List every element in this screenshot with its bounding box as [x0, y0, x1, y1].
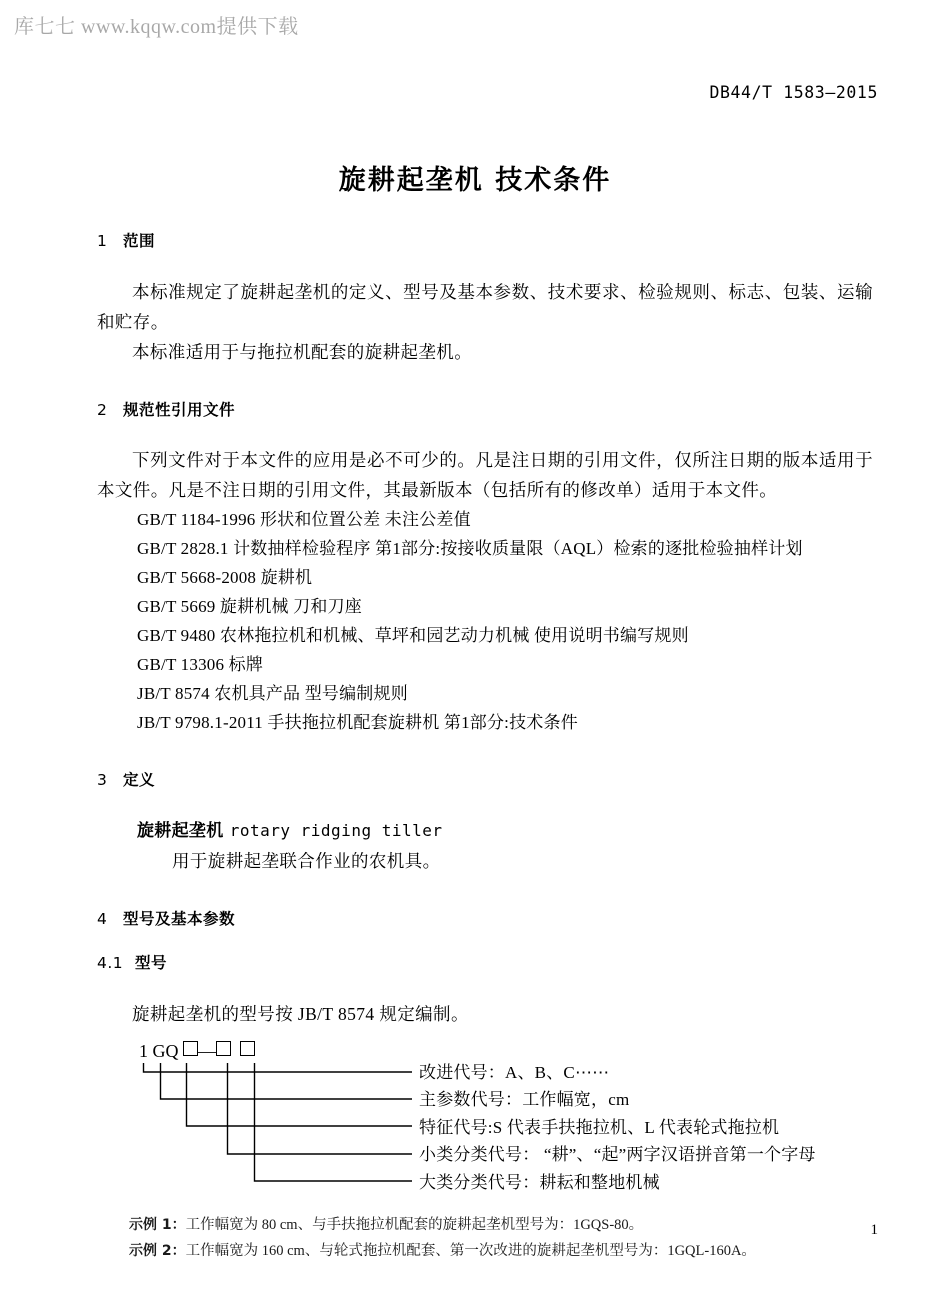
legend-mainclass-code: 大类分类代号：耕耘和整地机械	[419, 1172, 660, 1192]
watermark-text: 库七七 www.kqqw.com提供下载	[14, 16, 299, 38]
page-title: 旋耕起垄机 技术条件	[338, 165, 612, 196]
list-item: GB/T 1184-1996 形状和位置公差 未注公差值	[137, 510, 471, 530]
section-number: 4	[97, 909, 108, 928]
section-title: 定义	[123, 771, 156, 790]
section-title: 型号	[135, 954, 168, 973]
list-item: GB/T 5668-2008 旋耕机	[137, 568, 313, 588]
example-label: 示例 1：	[129, 1216, 186, 1233]
section-heading-model	[97, 910, 873, 929]
section-title: 型号及基本参数	[123, 909, 236, 928]
legend-subclass-code: 小类分类代号： “耕”、“起”两字汉语拼音第一个字母	[419, 1145, 816, 1165]
list-item: JB/T 9798.1-2011 手扶拖拉机配套旋耕机 第1部分:技术条件	[137, 713, 578, 733]
definition-text: 用于旋耕起垄联合作业的农机具。	[172, 850, 441, 871]
section-number: 3	[97, 771, 108, 790]
definition-term	[97, 816, 873, 846]
code-dash: —	[198, 1040, 216, 1061]
legend-main-parameter-code: 主参数代号：工作幅宽，cm	[419, 1090, 630, 1110]
list-item: GB/T 2828.1 计数抽样检验程序 第1部分:按接收质量限（AQL）检索的逐批检验抽样计划	[137, 539, 803, 559]
code-prefix: 1 GQ	[139, 1040, 179, 1061]
list-item: GB/T 9480 农林拖拉机和机械、草坪和园艺动力机械 使用说明书编写规则	[137, 626, 689, 646]
list-item: GB/T 13306 标牌	[137, 655, 264, 675]
page-number: 1	[870, 1222, 878, 1238]
legend-feature-code: 特征代号:S 代表手扶拖拉机、L 代表轮式拖拉机	[419, 1117, 780, 1137]
legend-improvement-code: 改进代号：A、B、C⋯⋯	[419, 1062, 610, 1082]
section-heading-model-code	[97, 954, 873, 973]
model-code-diagram	[97, 1041, 873, 1206]
section-number: 1	[97, 232, 108, 250]
section-title: 范围	[123, 232, 156, 250]
list-item: JB/T 8574 农机具产品 型号编制规则	[137, 684, 408, 704]
term-english: rotary ridging tiller	[229, 820, 443, 840]
example-text: 工作幅宽为 80 cm、与手扶拖拉机配套的旋耕起垄机型号为：1GQS-80。	[185, 1216, 644, 1233]
section-number: 2	[97, 400, 108, 419]
section-heading-scope	[97, 232, 873, 251]
list-item: GB/T 5669 旋耕机械 刀和刀座	[137, 597, 362, 617]
scope-paragraph-2: 本标准适用于与拖拉机配套的旋耕起垄机。	[132, 341, 473, 362]
section-number: 4.1	[97, 954, 124, 973]
model-code-legend	[419, 1059, 816, 1197]
example-1	[129, 1212, 873, 1238]
example-label: 示例 2：	[129, 1242, 186, 1259]
section-heading-definition	[97, 771, 873, 790]
scope-paragraph-1: 本标准规定了旋耕起垄机的定义、型号及基本参数、技术要求、检验规则、标志、包装、运输和贮存。	[97, 281, 873, 332]
example-text: 工作幅宽为 160 cm、与轮式拖拉机配套、第一次改进的旋耕起垄机型号为：1GQL-160A。	[185, 1242, 756, 1259]
section-title: 规范性引用文件	[123, 400, 236, 419]
reference-list	[97, 505, 873, 737]
example-2	[129, 1238, 873, 1264]
references-intro: 下列文件对于本文件的应用是必不可少的。凡是注日期的引用文件，仅所注日期的版本适用于本文件。凡是不注日期的引用文件，其最新版本（包括所有的修改单）适用于本文件。	[97, 450, 873, 501]
model-intro: 旋耕起垄机的型号按 JB/T 8574 规定编制。	[132, 1003, 469, 1024]
term-chinese: 旋耕起垄机	[137, 820, 224, 841]
model-examples	[97, 1212, 873, 1264]
standard-number: DB44/T 1583—2015	[709, 83, 878, 102]
document-body	[97, 232, 873, 1264]
section-heading-references	[97, 401, 873, 420]
